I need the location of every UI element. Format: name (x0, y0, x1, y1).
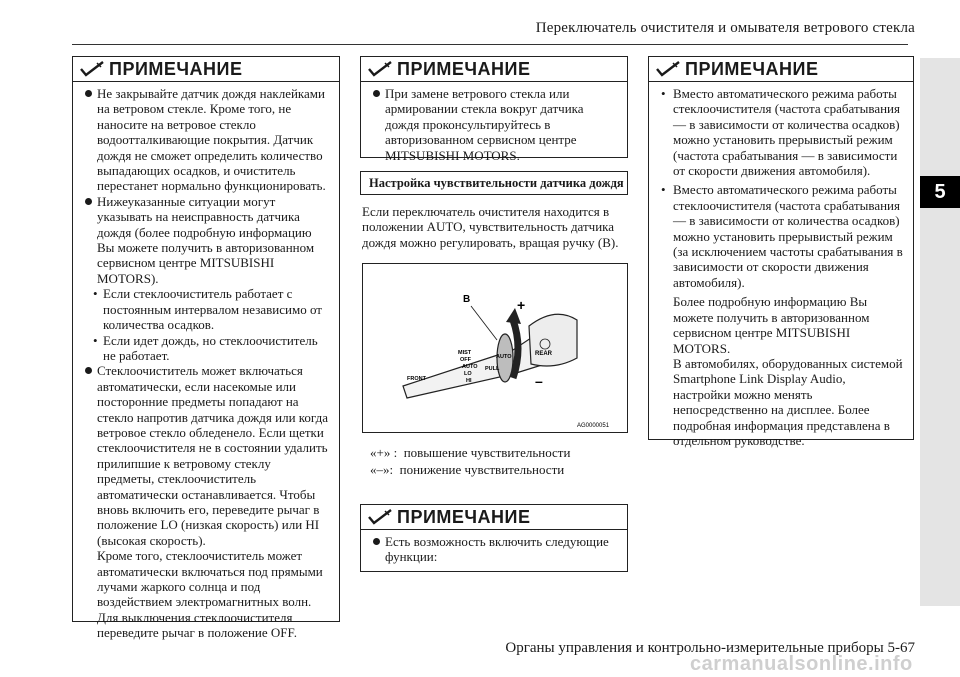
position-label: OFF (460, 357, 471, 363)
note-title: ПРИМЕЧАНИЕ (685, 58, 819, 79)
b-leader-line (471, 306, 497, 340)
pull-label: PULL (485, 366, 500, 372)
note-pencil-icon (79, 60, 105, 78)
note-box-4 (648, 56, 914, 448)
position-label: AUTO (462, 364, 478, 370)
position-label: LO (464, 371, 472, 377)
bullet-item: Нижеуказанные ситуации могут указывать на неисправность датчика дождя (более подробную информацию Вы можете получить в авторизованном сервисном центре MITSUBISHI MOTORS). (83, 194, 331, 286)
sub-item (657, 86, 905, 178)
watermark: carmanualsonline.info (690, 653, 913, 675)
sub-bullet: • (661, 86, 666, 101)
note-title: ПРИМЕЧАНИЕ (397, 58, 531, 79)
sub-item (83, 286, 331, 332)
bullet-item: Есть возможность включить следующие функции: (371, 534, 619, 565)
sub-item-text: Если стеклоочиститель работает с постоянным интервалом независимо от количества осадков. (103, 286, 322, 333)
side-tab-strip (920, 58, 960, 606)
page-footer: Органы управления и контрольно-измерительные приборы 5-67 (505, 640, 915, 656)
body-paragraph: Если переключатель очистителя находится в положении AUTO, чувствительность датчика дождя можно регулировать, вращая ручку (B). (362, 204, 619, 250)
note-pencil-icon (367, 60, 393, 78)
note-header (361, 505, 627, 530)
note-body (361, 82, 627, 167)
note-pencil-icon (655, 60, 681, 78)
paragraph: Кроме того, стеклоочиститель может автоматически включаться под прямыми лучами жаркого солнца и под воздействием электромагнитных волн. Для выключения стеклоочистителя переведите рычаг в положение OFF. (97, 548, 323, 641)
sub-item-text: Вместо автоматического режима работы стеклоочистителя (частота срабатывания — в зависимости от количества осадков) можно установить прерывистый режим (частота срабатывания — в зависимости от скорости движения автомобиля). (673, 86, 900, 179)
sub-item (83, 333, 331, 364)
legend-key: «+» : (370, 445, 398, 460)
sub-bullet: • (93, 286, 98, 302)
legend-text: повышение чувствительности (403, 445, 571, 460)
lever-end-cap (529, 314, 577, 366)
legend-key: «–»: (370, 462, 394, 477)
note-box-3 (360, 504, 628, 572)
position-label: MIST (458, 350, 472, 356)
page-header-title: Переключатель очистителя и омывателя ветрового стекла (535, 20, 915, 36)
note-title: ПРИМЕЧАНИЕ (397, 506, 531, 527)
wiper-lever-illustration (363, 264, 627, 432)
note-box-2 (360, 56, 628, 163)
note-header (649, 57, 913, 82)
note-body (73, 82, 339, 645)
sub-item-text: Вместо автоматического режима работы стеклоочистителя (частота срабатывания — в зависимости от количества осадков) можно установить прерывистый режим (за исключением частоты срабатывания в зависимости от скорости движения автомобиля). (673, 182, 903, 290)
auto-label: AUTO (496, 354, 512, 360)
label-plus: + (517, 297, 526, 313)
legend-minus (370, 462, 564, 477)
position-label: HI (466, 378, 472, 384)
label-minus: – (535, 373, 543, 389)
note-header (361, 57, 627, 82)
sub-item (657, 182, 905, 290)
note-body (649, 82, 913, 452)
section-subheading: Настройка чувствительности датчика дождя (360, 171, 628, 195)
note-box-1 (72, 56, 340, 641)
bullet-item: При замене ветрового стекла или армировании стекла вокруг датчика дождя проконсультируйтесь в авторизованном сервисном центре MITSUBISHI MOTORS. (371, 86, 619, 163)
sub-bullet: • (661, 182, 666, 198)
paragraph: Более подробную информацию Вы можете получить в авторизованном сервисном центре MITSUBISHI MOTORS. (673, 294, 870, 356)
rear-label: REAR (535, 351, 553, 357)
chapter-tab[interactable]: 5 (920, 176, 960, 208)
sub-item-text: Если идет дождь, но стеклоочиститель не работает. (103, 332, 318, 363)
legend-text: понижение чувствительности (399, 462, 565, 477)
wiper-lever-figure (362, 263, 628, 433)
note-pencil-icon (367, 508, 393, 526)
bullet-item: Стеклоочиститель может включаться автоматически, если насекомые или посторонние предметы попадают на стекло напротив датчика дождя или когда ветровое стекло обледенело. Если щетки стеклоочистителя не в состоянии удалить прилипшие к ветровому стеклу предметы, стеклоочиститель автоматически останавливается. Чтобы вновь включить его, переведите рычаг в положение LO (низкая скорость) или HI (высокая скорость). (83, 363, 331, 548)
note-header (73, 57, 339, 82)
note-body (361, 530, 627, 569)
label-b: B (463, 294, 471, 305)
header-rule (72, 44, 908, 45)
note-title: ПРИМЕЧАНИЕ (109, 58, 243, 79)
figure-code: AG0000051 (577, 423, 610, 429)
front-label: FRONT (407, 376, 426, 382)
bullet-item: Не закрывайте датчик дождя наклейками на ветровом стекле. Кроме того, не наносите на ветровое стекло водоотталкивающие покрытия. Датчик дождя не сможет определить количество выпадающих осадков, и очиститель перестанет нормально функционировать. (83, 86, 331, 194)
legend-plus (370, 445, 570, 460)
paragraph: В автомобилях, оборудованных системой Smartphone Link Display Audio, настройки можно менять непосредственно на дисплее. Более подробная информация представлена в отдельном руководстве. (673, 355, 903, 448)
sub-bullet: • (93, 332, 98, 348)
